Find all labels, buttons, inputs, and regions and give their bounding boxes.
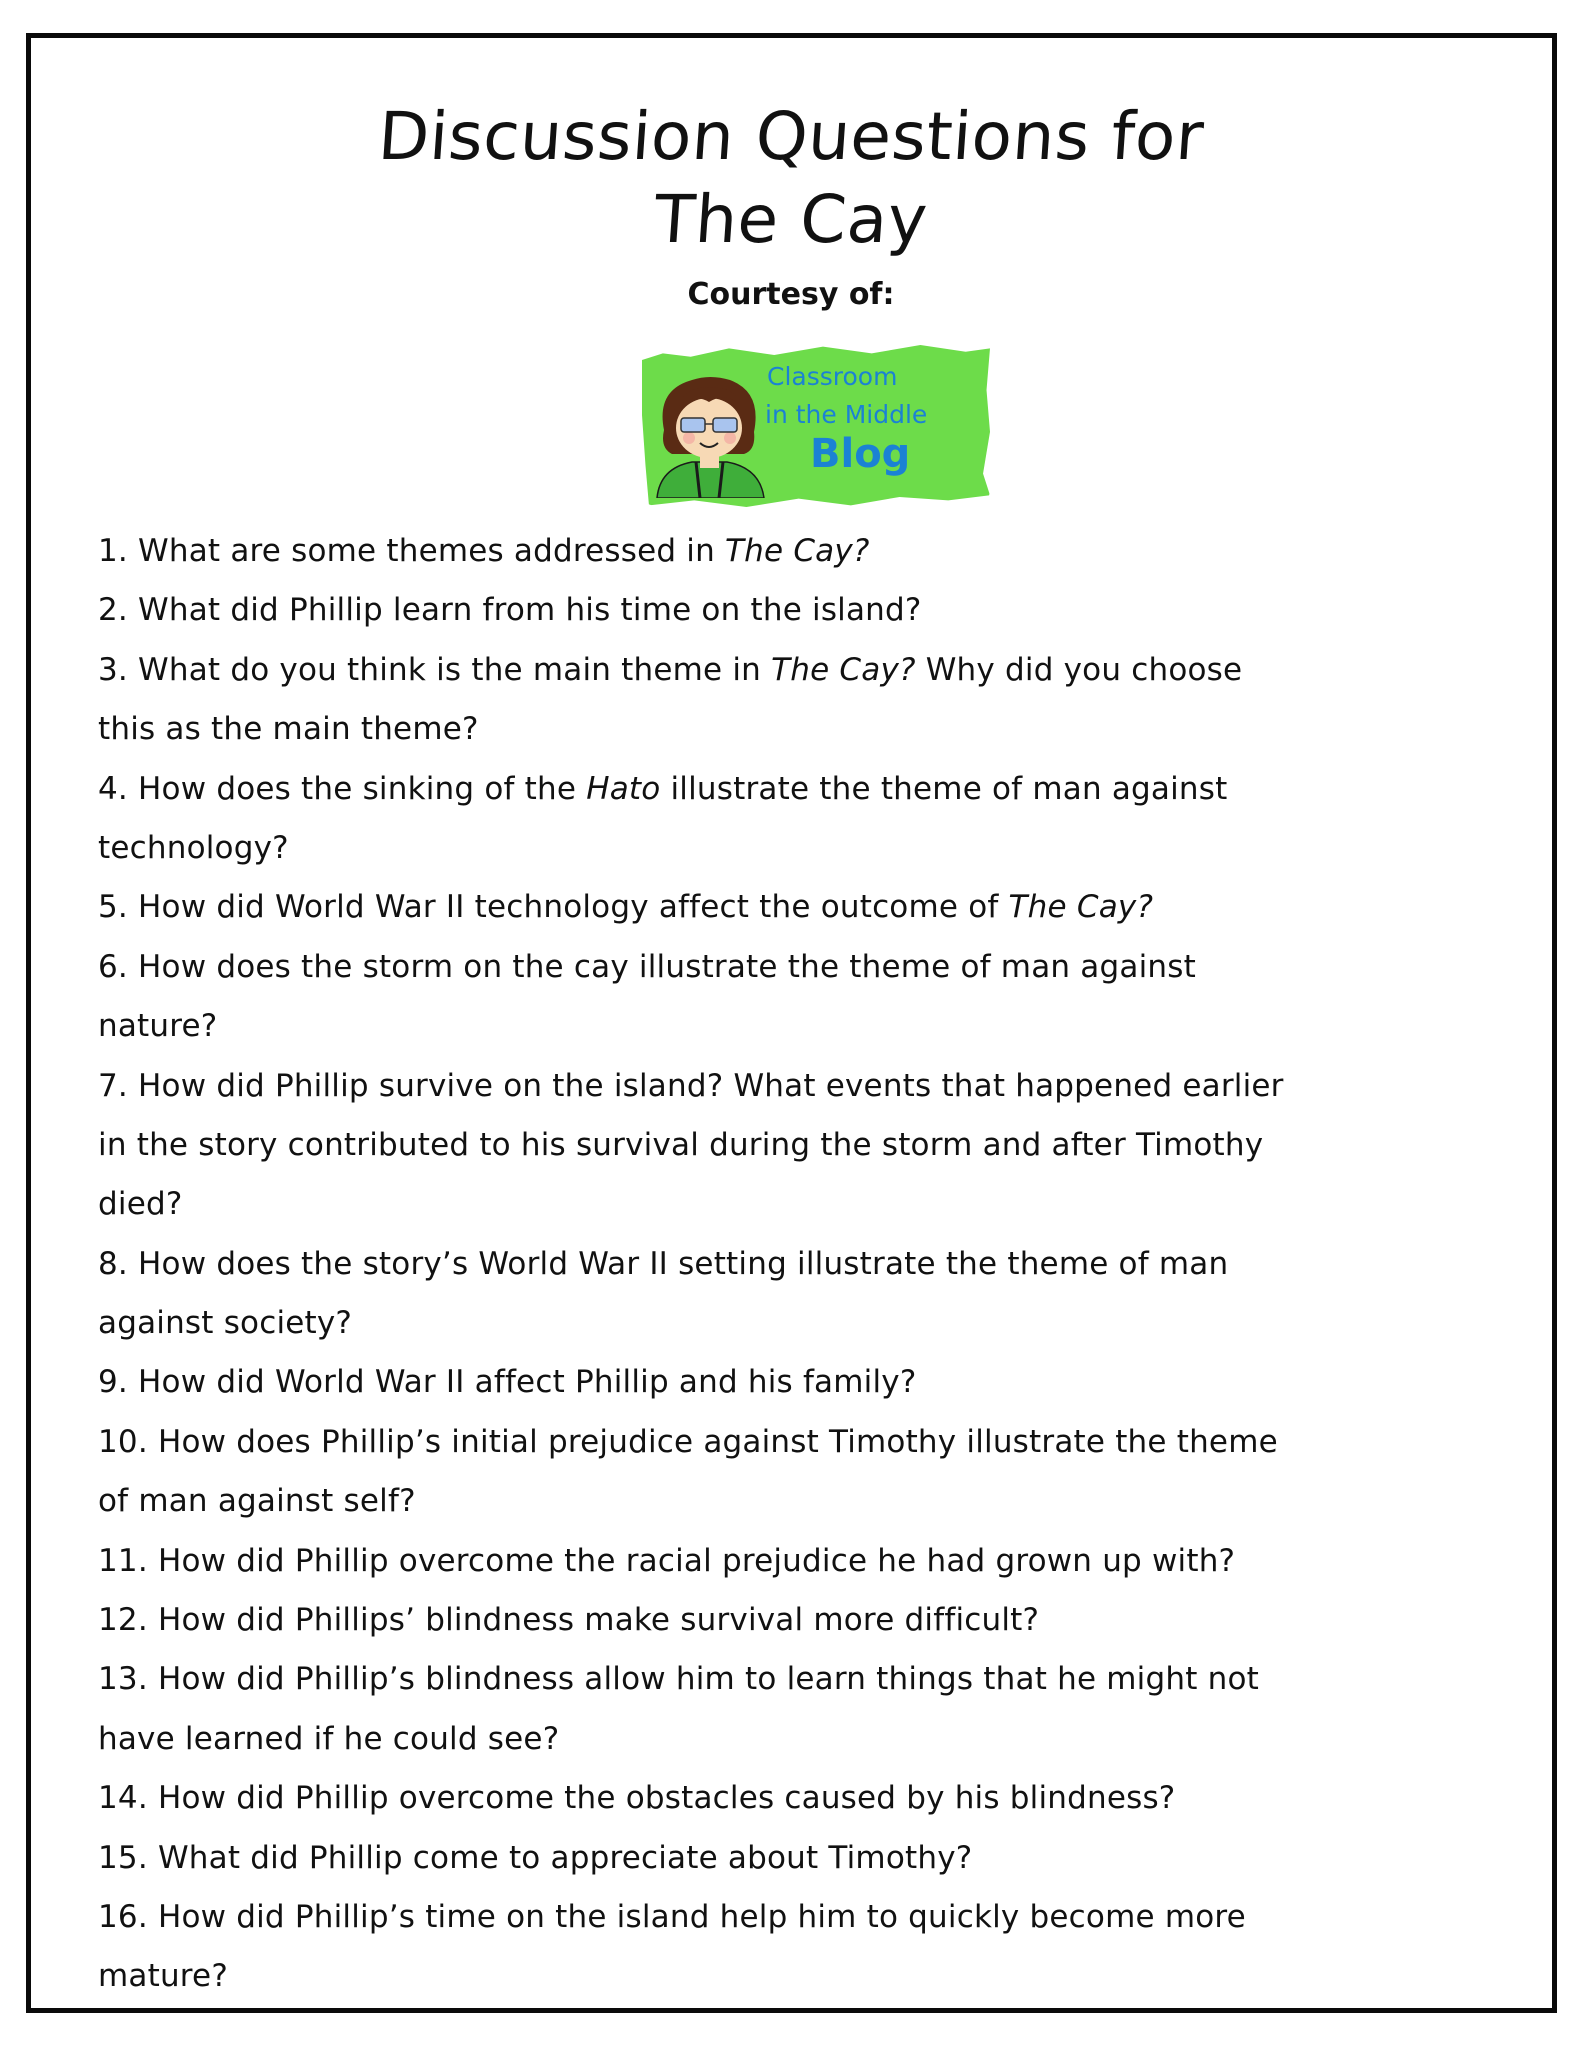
question-line — [98, 819, 1538, 878]
question-line — [98, 1175, 1538, 1234]
question-text: 10. How does Phillip’s initial prejudice against Timothy illustrate the theme — [98, 1423, 1278, 1460]
question-line — [98, 1057, 1538, 1116]
question-line — [98, 1294, 1538, 1353]
book-title-italic: Hato — [586, 770, 661, 807]
question-text: 2. What did Phillip learn from his time on the island? — [98, 592, 922, 629]
question-line — [98, 1591, 1538, 1650]
question-text: 4. How does the sinking of the — [98, 770, 587, 807]
question-line — [98, 1947, 1538, 2006]
question-text: 8. How does the story’s World War II setting illustrate the theme of man — [98, 1245, 1229, 1282]
logo-text-in-the-middle: in the Middle — [765, 400, 928, 429]
page-title-line1: Discussion Questions for — [375, 98, 1207, 175]
book-title-italic: The Cay? — [771, 651, 916, 688]
question-text: Why did you choose — [915, 651, 1243, 688]
question-line — [98, 1532, 1538, 1591]
logo-text-classroom: Classroom — [767, 362, 898, 391]
book-title-italic: The Cay? — [1008, 889, 1154, 926]
question-text: illustrate the theme of man against — [660, 770, 1228, 807]
question-text: 14. How did Phillip overcome the obstacles caused by his blindness? — [98, 1780, 1176, 1817]
question-text: 12. How did Phillips’ blindness make survival more difficult? — [98, 1602, 1040, 1639]
question-line — [98, 1888, 1538, 1947]
book-title-italic: The Cay? — [725, 533, 870, 569]
question-line — [98, 641, 1538, 700]
question-text: in the story contributed to his survival during the storm and after Timothy — [98, 1126, 1264, 1163]
question-text: mature? — [98, 1958, 228, 1995]
teacher-avatar-icon — [652, 370, 767, 498]
question-line — [98, 522, 1538, 581]
question-line — [98, 1235, 1538, 1294]
question-line — [98, 1650, 1538, 1709]
question-text: 6. How does the storm on the cay illustrate the theme of man against — [98, 948, 1196, 985]
question-text: 3. What do you think is the main theme in — [98, 651, 772, 688]
question-text: have learned if he could see? — [98, 1720, 560, 1757]
question-text: nature? — [98, 1008, 218, 1045]
question-text: 15. What did Phillip come to appreciate about Timothy? — [98, 1839, 973, 1876]
question-line — [98, 760, 1538, 819]
question-text: 1. What are some themes addressed in — [98, 533, 726, 569]
question-line — [98, 1353, 1538, 1412]
question-line — [98, 1769, 1538, 1828]
question-line — [98, 1829, 1538, 1888]
question-text: died? — [98, 1186, 183, 1223]
question-text: against society? — [98, 1305, 353, 1342]
question-text: 7. How did Phillip survive on the island? What events that happened earlier — [98, 1067, 1284, 1104]
question-line — [98, 878, 1538, 937]
question-line — [98, 1710, 1538, 1769]
question-text: 16. How did Phillip’s time on the island help him to quickly become more — [98, 1898, 1246, 1935]
question-text: 9. How did World War II affect Phillip and his family? — [98, 1364, 917, 1401]
question-list — [98, 522, 1538, 2007]
logo-text-blog: Blog — [810, 431, 911, 477]
question-line — [98, 1116, 1538, 1175]
question-line — [98, 997, 1538, 1056]
question-text: technology? — [98, 829, 289, 866]
question-text: 13. How did Phillip’s blindness allow him to learn things that he might not — [98, 1661, 1260, 1698]
classroom-in-the-middle-logo — [642, 340, 990, 507]
question-text: this as the main theme? — [98, 711, 479, 748]
page-title-line2: The Cay — [651, 181, 931, 258]
question-text: 5. How did World War II technology affect the outcome of — [98, 889, 1009, 926]
question-text: 11. How did Phillip overcome the racial prejudice he had grown up with? — [98, 1542, 1236, 1579]
question-line — [98, 700, 1538, 759]
courtesy-label: Courtesy of: — [687, 277, 895, 312]
question-line — [98, 938, 1538, 997]
question-line — [98, 1413, 1538, 1472]
question-text: of man against self? — [98, 1483, 416, 1520]
question-line — [98, 581, 1538, 640]
question-line — [98, 1472, 1538, 1531]
